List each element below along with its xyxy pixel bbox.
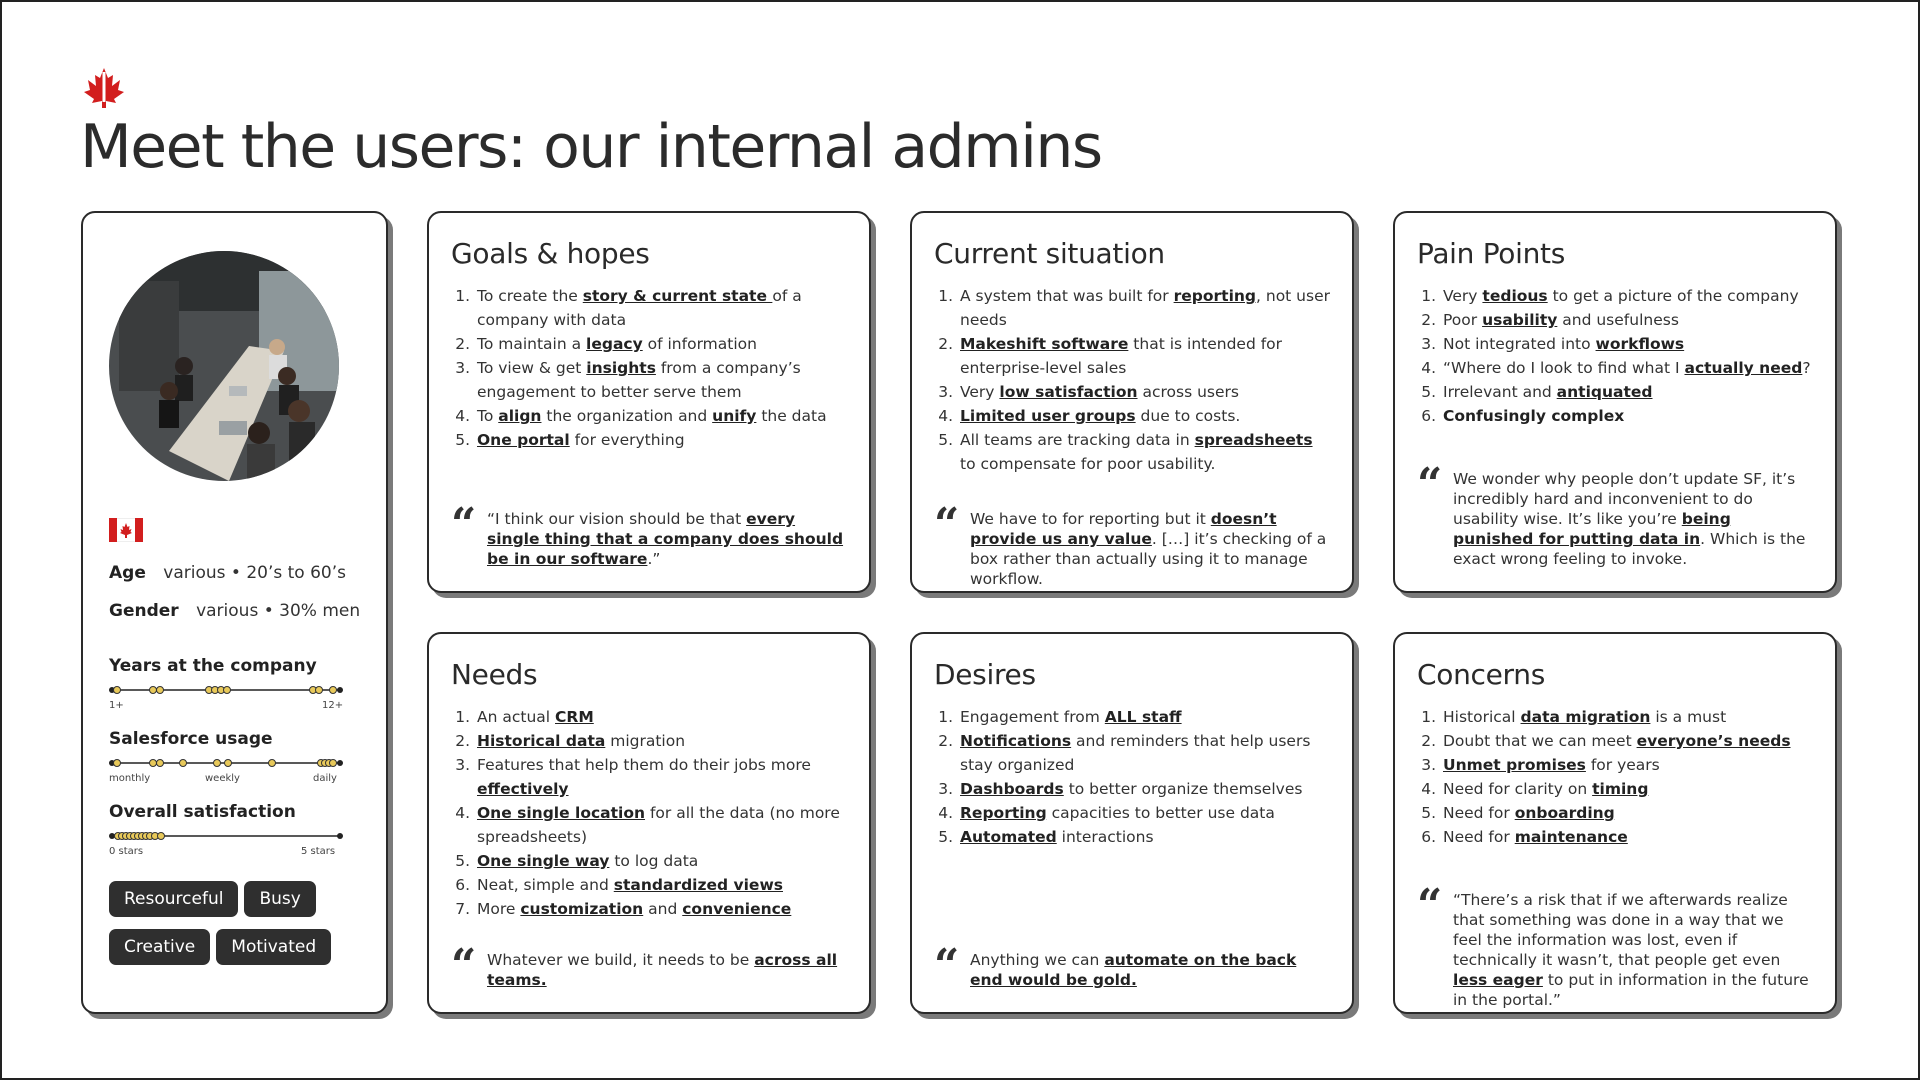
text-segment: Whatever we build, it needs to be [487, 951, 755, 969]
quote-mark-icon: “ [451, 940, 477, 991]
emphasis-text: timing [1592, 780, 1649, 798]
emphasis-text: ALL staff [1104, 708, 1182, 726]
text-segment: To maintain a [477, 335, 587, 353]
text-segment: Engagement from [960, 708, 1105, 726]
emphasis-text: maintenance [1514, 828, 1628, 846]
text-segment: to get a picture of the company [1547, 287, 1799, 305]
usage-label-monthly: monthly [109, 773, 151, 784]
text-segment: More [477, 900, 521, 918]
text-segment: Need for clarity on [1443, 780, 1593, 798]
text-segment: Neat, simple and [477, 876, 614, 894]
list-item [1441, 729, 1813, 753]
emphasis-text: antiquated [1556, 383, 1653, 401]
usage-label-daily: daily [313, 773, 337, 784]
list-item [475, 849, 847, 873]
text-segment: to log data [609, 852, 699, 870]
emphasis-text: Makeshift software [960, 335, 1129, 353]
text-segment: “Where do I look to find what I [1443, 359, 1685, 377]
text-segment: “There’s a risk that if we afterwards realize that something was done in a way that we feel the information was lost, even if technically it wasn’t, that people get even [1453, 891, 1788, 969]
emphasis-text: reporting [1173, 287, 1257, 305]
pain-quote [1417, 459, 1813, 569]
usage-title: Salesforce usage [109, 729, 273, 749]
persona-profile-card [81, 211, 388, 1014]
text-segment: To [477, 407, 499, 425]
text-segment: A system that was built for [960, 287, 1174, 305]
emphasis-text: One single way [477, 852, 610, 870]
page-title: Meet the users: our internal admins [80, 112, 1102, 182]
list-item [958, 332, 1330, 380]
list-item [1441, 284, 1813, 308]
text-segment: Doubt that we can meet [1443, 732, 1637, 750]
needs-title: Needs [451, 658, 538, 691]
emphasis-text: Notifications [960, 732, 1072, 750]
text-segment: All teams are tracking data in [960, 431, 1195, 449]
age-value: various • 20’s to 60’s [163, 563, 346, 583]
goals-title: Goals & hopes [451, 237, 650, 270]
emphasis-text: insights [586, 359, 656, 377]
satisfaction-max-label: 5 stars [301, 846, 336, 857]
tag-creative: Creative [109, 929, 210, 965]
maple-leaf-icon [82, 66, 126, 110]
text-segment: and [643, 900, 683, 918]
quote-mark-icon: “ [934, 940, 960, 991]
text-segment: to better organize themselves [1063, 780, 1303, 798]
list-item [475, 753, 847, 801]
bold-text: Confusingly complex [1443, 407, 1625, 425]
text-segment: the organization and [541, 407, 713, 425]
list-item [475, 404, 847, 428]
persona-tags [109, 881, 369, 977]
current-situation-card [910, 211, 1354, 593]
text-segment: . […] it’s checking of a box rather than actually using it to manage workflow. [970, 530, 1327, 588]
emphasis-text: story & current state [582, 287, 773, 305]
gender-value: various • 30% men [196, 601, 361, 621]
age-label: Age [109, 563, 146, 583]
desires-quote [934, 940, 1330, 991]
text-segment: migration [605, 732, 686, 750]
emphasis-text: tedious [1482, 287, 1548, 305]
list-item [1441, 801, 1813, 825]
emphasis-text: usability [1482, 311, 1558, 329]
text-segment: interactions [1056, 828, 1154, 846]
text-segment: across users [1137, 383, 1239, 401]
list-item [1441, 705, 1813, 729]
tag-busy: Busy [244, 881, 315, 917]
tag-resourceful: Resourceful [109, 881, 238, 917]
emphasis-text: being punished for putting data in [1453, 510, 1731, 548]
years-scale-line [109, 682, 345, 698]
gender-label: Gender [109, 601, 179, 621]
text-segment: An actual [477, 708, 556, 726]
emphasis-text: data migration [1520, 708, 1651, 726]
emphasis-text: across all teams. [487, 951, 838, 989]
needs-card [427, 632, 871, 1014]
emphasis-text: Dashboards [960, 780, 1064, 798]
text-segment: Need for [1443, 804, 1515, 822]
text-segment: To create the [477, 287, 583, 305]
list-item [958, 380, 1330, 404]
list-item [958, 284, 1330, 332]
text-segment: for everything [569, 431, 685, 449]
satisfaction-min-label: 0 stars [109, 846, 144, 857]
age-row [109, 563, 346, 583]
quote-text [1453, 891, 1809, 1009]
emphasis-text: low satisfaction [999, 383, 1138, 401]
current-title: Current situation [934, 237, 1165, 270]
years-scale [109, 656, 345, 711]
list-item [475, 705, 847, 729]
text-segment: for all the data (no more spreadsheets) [477, 804, 840, 846]
goals-card [427, 211, 871, 593]
text-segment: capacities to better use data [1046, 804, 1275, 822]
emphasis-text: align [498, 407, 542, 425]
text-segment: the data [756, 407, 827, 425]
list-item [1441, 825, 1813, 849]
emphasis-text: convenience [682, 900, 792, 918]
list-item [958, 705, 1330, 729]
list-item [1441, 777, 1813, 801]
quote-mark-icon: “ [1417, 459, 1443, 510]
list-item [1441, 332, 1813, 356]
text-segment: to put in information in the future in the portal.” [1453, 971, 1809, 1009]
emphasis-text: Automated [960, 828, 1057, 846]
text-segment: , not user needs [960, 287, 1330, 329]
list-item [475, 801, 847, 849]
emphasis-text: standardized views [613, 876, 783, 894]
canada-flag-icon [109, 518, 143, 542]
emphasis-text: actually need [1684, 359, 1803, 377]
emphasis-text: unify [712, 407, 757, 425]
satisfaction-scale [109, 802, 345, 857]
quote-text [1453, 470, 1805, 568]
emphasis-text: One single location [477, 804, 646, 822]
emphasis-text: legacy [586, 335, 643, 353]
emphasis-text: doesn’t provide us any value [970, 510, 1277, 548]
emphasis-text: Historical data [477, 732, 606, 750]
text-segment: to compensate for poor usability. [960, 455, 1216, 473]
usage-scale-line [109, 755, 345, 771]
list-item [958, 777, 1330, 801]
list-item [1441, 380, 1813, 404]
quote-mark-icon: “ [934, 499, 960, 550]
goals-list [451, 284, 847, 452]
quote-mark-icon: “ [1417, 880, 1443, 931]
text-segment: . Which is the exact wrong feeling to invoke. [1453, 530, 1806, 568]
list-item [958, 428, 1330, 476]
emphasis-text: every single thing that a company does should be in our software [487, 510, 844, 568]
list-item [475, 356, 847, 404]
years-min-label: 1+ [109, 700, 124, 711]
quote-text [970, 510, 1326, 588]
text-segment: Historical [1443, 708, 1521, 726]
text-segment: for years [1585, 756, 1660, 774]
pain-points-card [1393, 211, 1837, 593]
list-item [475, 332, 847, 356]
list-item [1441, 753, 1813, 777]
emphasis-text: customization [520, 900, 644, 918]
list-item [958, 825, 1330, 849]
emphasis-text: spreadsheets [1194, 431, 1313, 449]
text-segment: Need for [1443, 828, 1515, 846]
text-segment: Anything we can [970, 951, 1105, 969]
text-segment: due to costs. [1135, 407, 1241, 425]
team-meeting-photo [109, 251, 339, 481]
text-segment: ? [1802, 359, 1811, 377]
emphasis-text: Limited user groups [960, 407, 1136, 425]
usage-label-weekly: weekly [205, 773, 240, 784]
concerns-list [1417, 705, 1813, 849]
list-item [958, 801, 1330, 825]
text-segment: and usefulness [1557, 311, 1679, 329]
text-segment: Irrelevant and [1443, 383, 1557, 401]
text-segment: Very [1443, 287, 1483, 305]
emphasis-text: Reporting [960, 804, 1047, 822]
concerns-quote [1417, 880, 1813, 1010]
desires-list [934, 705, 1330, 849]
list-item [475, 428, 847, 452]
years-title: Years at the company [109, 656, 317, 676]
tag-motivated: Motivated [216, 929, 331, 965]
desires-title: Desires [934, 658, 1036, 691]
list-item [958, 729, 1330, 777]
pain-title: Pain Points [1417, 237, 1566, 270]
text-segment: Not integrated into [1443, 335, 1596, 353]
quote-text [487, 951, 837, 989]
list-item [475, 873, 847, 897]
list-item [1441, 404, 1813, 428]
concerns-card [1393, 632, 1837, 1014]
emphasis-text: effectively [477, 780, 569, 798]
text-segment: To view & get [477, 359, 587, 377]
current-quote [934, 499, 1330, 589]
emphasis-text: Unmet promises [1443, 756, 1586, 774]
emphasis-text: CRM [555, 708, 594, 726]
concerns-title: Concerns [1417, 658, 1546, 691]
needs-list [451, 705, 847, 921]
emphasis-text: automate on the back end would be gold. [970, 951, 1297, 989]
list-item [475, 729, 847, 753]
text-segment: from a company’s engagement to better serve them [477, 359, 801, 401]
emphasis-text: One portal [477, 431, 570, 449]
years-max-label: 12+ [322, 700, 344, 711]
text-segment: and reminders that help users stay organized [960, 732, 1311, 774]
list-item [475, 284, 847, 332]
text-segment: .” [647, 550, 661, 568]
satisfaction-title: Overall satisfaction [109, 802, 296, 822]
list-item [1441, 356, 1813, 380]
usage-scale [109, 729, 345, 784]
current-list [934, 284, 1330, 476]
emphasis-text: workflows [1595, 335, 1685, 353]
quote-text [487, 510, 843, 568]
needs-quote [451, 940, 847, 991]
satisfaction-scale-line [109, 828, 345, 844]
list-item [475, 897, 847, 921]
text-segment: that is intended for enterprise-level sales [960, 335, 1283, 377]
text-segment: of information [642, 335, 757, 353]
text-segment: Very [960, 383, 1000, 401]
list-item [958, 404, 1330, 428]
desires-card [910, 632, 1354, 1014]
gender-row [109, 601, 360, 621]
text-segment: We wonder why people don’t update SF, it’s incredibly hard and inconvenient to do usability wise. It’s like you’re [1453, 470, 1796, 528]
goals-quote [451, 499, 847, 569]
text-segment: We have to for reporting but it [970, 510, 1211, 528]
emphasis-text: everyone’s needs [1636, 732, 1791, 750]
quote-mark-icon: “ [451, 499, 477, 550]
quote-text [970, 951, 1296, 989]
emphasis-text: onboarding [1514, 804, 1615, 822]
text-segment: Poor [1443, 311, 1483, 329]
text-segment: Features that help them do their jobs more [477, 756, 811, 774]
list-item [1441, 308, 1813, 332]
pain-list [1417, 284, 1813, 428]
text-segment: of a company with data [477, 287, 802, 329]
text-segment: is a must [1650, 708, 1727, 726]
text-segment: “I think our vision should be that [487, 510, 747, 528]
emphasis-text: less eager [1453, 971, 1543, 989]
